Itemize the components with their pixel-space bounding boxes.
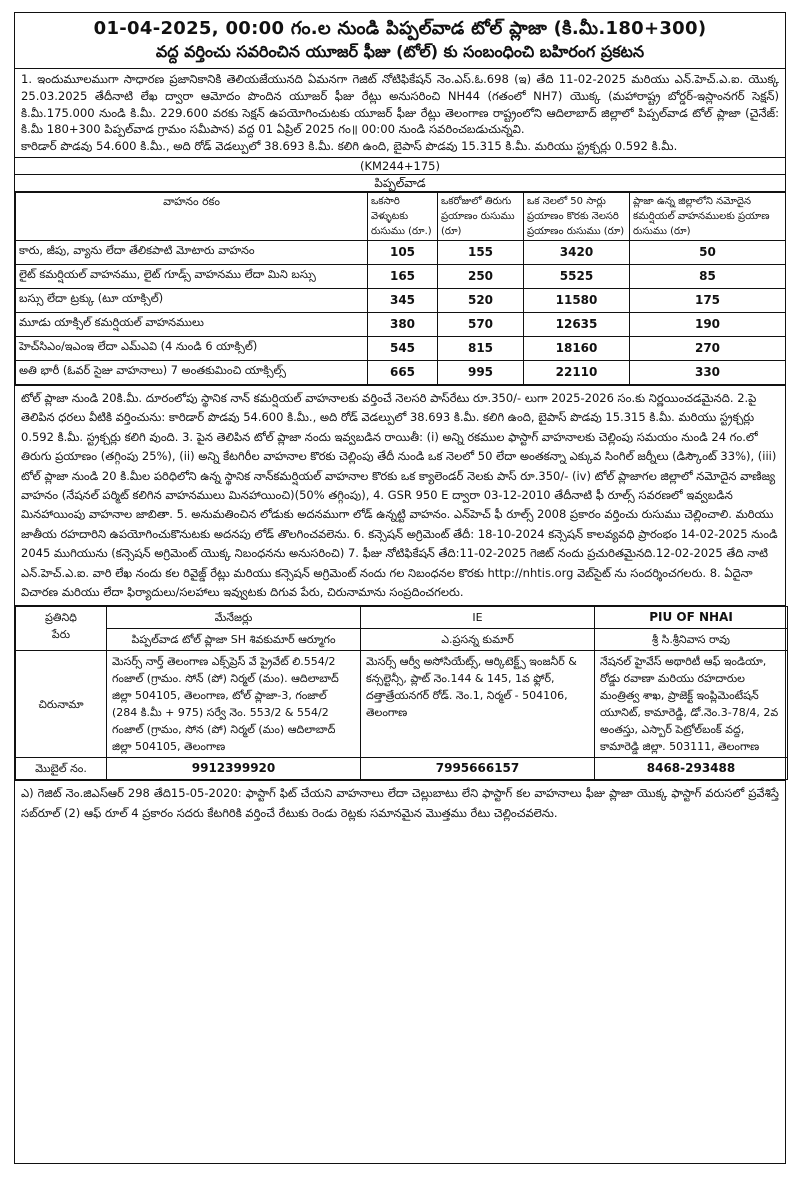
corridor-paragraph: కారిడార్ పొడవు 54.600 కి.మీ., అది రోడ్ వెడల్పులో 38.693 కి.మీ. కలిగి ఉంది, బైపాస్ పొడవు 15.315 కి.మీ. మరియు స్ట్రక్చర్లు 0.592 కి.మీ. (21, 139, 678, 154)
commercial-fee-cell: 50 (630, 240, 786, 264)
address-label: చిరునామా (16, 651, 107, 758)
monthly-fee-cell: 22110 (524, 360, 630, 384)
ie-address: మెసర్స్ ఆర్వీ అసోసియేట్స్, ఆర్కిటెక్ట్స్ ఇంజనీర్ & కన్సల్టెన్సీ, ప్లాట్ నెం.144 & 145, 1వ ఫ్లోర్, దత్తాత్రేయనగర్ రోడ్. నెం.1, నిర్మల్ - 504106, తెలంగాణ (361, 651, 595, 758)
contacts-mobile-row (16, 758, 788, 780)
notice-title-line2: వద్ద వర్తించు సవరించిన యూజర్ ఫీజు (టోల్) కు సంబంధించి బహిరంగ ప్రకటన (155, 42, 645, 61)
single-fee-cell: 165 (368, 264, 438, 288)
piu-address: నేషనల్ హైవేస్ అథారిటీ ఆఫ్ ఇండియా, రోడ్డు రవాణా మరియు రహదారుల మంత్రిత్వ శాఖ, ప్రాజెక్ట్ ఇంప్లిమెంటేషన్ యూనిట్, కామారెడ్డి, డో.నెం.3-78/4, 2వ అంతస్తు, ఎస్బార్ పెట్రోల్‌బంక్ వద్ద, కామారెడ్డి జిల్లా. 503111, తెలంగాణ (595, 651, 788, 758)
table-row (16, 288, 786, 312)
commercial-fee-cell: 85 (630, 264, 786, 288)
col-commercial-district: ప్లాజా ఉన్న జిల్లాలోని నమోదైన కమర్షియల్ వాహనములకు ప్రయాణ రుసుము (రూ) (630, 192, 786, 240)
monthly-fee-cell: 11580 (524, 288, 630, 312)
single-fee-cell: 345 (368, 288, 438, 312)
commercial-fee-cell: 175 (630, 288, 786, 312)
intro-section (15, 69, 785, 158)
commercial-fee-cell: 190 (630, 312, 786, 336)
manager-name: పిప్పల్‌వాడ టోల్ ప్లాజా SH శివకుమార్ ఆర్మూగం (107, 629, 361, 651)
ie-mobile: 7995666157 (361, 758, 595, 780)
col-single-journey: ఒకసారి వెళ్ళుటకు రుసుము (రూ.) (368, 192, 438, 240)
monthly-fee-cell: 5525 (524, 264, 630, 288)
ie-name: ఎ.ప్రసన్న కుమార్ (361, 629, 595, 651)
plaza-village-name: పిప్పల్‌వాడ (15, 175, 785, 192)
notice-title-line1: 01-04-2025, 00:00 గం.ల నుండి పిప్పల్‌వాడ టోల్ ప్లాజా (కి.మీ.180+300) (93, 18, 707, 39)
table-row (16, 312, 786, 336)
vehicle-type-cell: బస్సు లేదా ట్రక్కు (టూ యాక్సిల్) (16, 288, 368, 312)
table-row (16, 240, 786, 264)
contacts-name-row (16, 629, 788, 651)
manager-role: మేనేజర్లు (107, 607, 361, 629)
commercial-fee-cell: 270 (630, 336, 786, 360)
table-row (16, 360, 786, 384)
contacts-role-row (16, 607, 788, 629)
vehicle-type-cell: అతి భారీ (ఓవర్ సైజు వాహనాలు) 7 అంతకుమించి యాక్సిల్స్ (16, 360, 368, 384)
return-fee-cell: 570 (438, 312, 524, 336)
public-notice (14, 12, 786, 1164)
footer-note: ఎ) గెజిట్ నెం.జిఎస్ఆర్ 298 తేది15-05-2020: ఫాస్టాగ్ ఫిట్ చేయని వాహనాలు లేదా చెల్లుబాటు లేని ఫాస్టాగ్ కల వాహనాలు ఫీజు ప్లాజా యొక్క ఫాస్టాగ్ వరుసలో ప్రవేశిస్తే సబ్‌రూల్ (2) ఆఫ్ రూల్ 4 ప్రకారం సదరు కేటగిరికి వర్తించే రేటుకు రెండు రెట్లకు సమానమైన మొత్తము రేటు చెల్లించవలెను. (15, 780, 785, 825)
table-row (16, 336, 786, 360)
contacts-address-row (16, 651, 788, 758)
piu-role: PIU OF NHAI (595, 607, 788, 629)
representative-label: ప్రతినిధి (45, 611, 77, 625)
return-fee-cell: 155 (438, 240, 524, 264)
monthly-fee-cell: 18160 (524, 336, 630, 360)
vehicle-type-cell: లైట్ కమర్షియల్ వాహనము, లైట్ గూడ్స్ వాహనము లేదా మిని బస్సు (16, 264, 368, 288)
col-monthly-pass: ఒక నెలలో 50 సార్లు ప్రయాణం కొరకు నెలసరి ప్రయాణం రుసుము (రూ) (524, 192, 630, 240)
monthly-fee-cell: 12635 (524, 312, 630, 336)
name-label: పేరు (51, 628, 71, 642)
single-fee-cell: 665 (368, 360, 438, 384)
return-fee-cell: 250 (438, 264, 524, 288)
col-return-journey: ఒకరోజులో తిరుగు ప్రయాణం రుసుము (రూ) (438, 192, 524, 240)
toll-rate-table (15, 192, 786, 385)
single-fee-cell: 380 (368, 312, 438, 336)
contacts-table (15, 606, 788, 780)
rate-table-header-row (16, 192, 786, 240)
return-fee-cell: 995 (438, 360, 524, 384)
single-fee-cell: 105 (368, 240, 438, 264)
return-fee-cell: 520 (438, 288, 524, 312)
manager-address: మెసర్స్ నార్త్ తెలంగాణ ఎక్స్‌ప్రెస్ వే ప్రైవేట్ లి.554/2 గంజాల్ (గ్రామం. సోన్ (పో) నిర్మల్ (మం). ఆదిలాబాద్ జిల్లా 504105, తెలంగాణ, టోల్ ప్లాజా-3, గంజాల్ (284 కి.మీ + 975) సర్వే నెం. 553/2 & 554/2 గంజాల్ (గ్రామం, సోన (పో) నిర్మల్ (మం) ఆదిలాబాద్ జిల్లా 504105, తెలంగాణ (107, 651, 361, 758)
vehicle-type-cell: కారు, జీపు, వ్యాను లేదా తేలికపాటి మోటారు వాహనం (16, 240, 368, 264)
ie-role: IE (361, 607, 595, 629)
table-row (16, 264, 786, 288)
vehicle-type-cell: హెచ్‌సిఎం/ఇఎంఇ లేదా ఎమ్‌ఎవి (4 నుండి 6 యాక్సిల్) (16, 336, 368, 360)
vehicle-type-cell: మూడు యాక్సిల్ కమర్షియల్ వాహనములు (16, 312, 368, 336)
conditions-paragraph: టోల్ ప్లాజా నుండి 20కి.మీ. దూరంలోపు స్థానిక నాన్ కమర్షియల్ వాహనాలకు వర్తించే నెలసరి పాస్‌రేటు రూ.350/- లుగా 2025-2026 సం.కు నిర్ణయించడమైనది. 2.పై తెలిపిన ధరలు వీటికి వర్తించును: కారిడార్ పొడవు 54.600 కి.మీ., అది రోడ్ వెడల్పులో 38.693 కి.మీ. కలిగి ఉంది, బైపాస్ పొడవు 15.315 కి.మీ. మరియు స్ట్రక్చర్లు 0.592 కి.మీ. స్ట్రక్చర్లు కలిగి వుంది. 3. పైన తెలిపిన టోల్ ప్లాజా నందు ఇవ్వబడిన రాయితీ: (i) అన్ని రకముల ఫాస్టాగ్ వాహనాలకు చెల్లింపు సమయం నుండి 24 గం.లో తిరుగు ప్రయాణం (తగ్గింపు 25%), (ii) అన్ని కేటగిరీల వాహనాల కొరకు చెల్లింపు తేదీ నుండి ఒక నెలలో 50 లేదా అంతకన్నా ఎక్కువ సింగిల్ జర్నీలు (డిస్కౌంట్ 33%), (iii) టోల్ ప్లాజా నుండి 20 కి.మీల పరిధిలోని ఉన్న స్థానిక నాన్‌కమర్షియల్ వాహనాల కొరకు ఒక క్యాలెండర్ నెలకు పాస్ రూ.350/- (iv) టోల్ ప్లాజాగల జిల్లాలో నమోదైన వాణిజ్య వాహనం (నేషనల్ పర్మిట్ కలిగిన వాహనములు మినహాయించి)(50% తగ్గింపు), 4. GSR 950 E ద్వారా 03-12-2010 తేదీనాటి ఫీ రూల్స్ సవరణలో ఇవ్వబడిన మినహాయింపు వాహనాల జాబితా. 5. అనుమతించిన లోడుకు అదనముగా లోడ్ ఉన్నట్టి వాహనం. ఎన్‌హెచ్ ఫీ రూల్స్ 2008 ప్రకారం వర్తించు రుసుము చెల్లించాలి. మరియు జాతీయ రహదారిని ఉపయోగించుకొనుటకు అదనపు లోడ్ తొలగించవలెను. 6. కన్సెషన్ అగ్రిమెంట్ తేదీ: 18-10-2024 కన్సెషన్ కాలవ్యవధి ప్రారంభం 14-02-2025 నుండి 2045 ముగియును (కన్సెషన్ అగ్రిమెంట్ యొక్క నిబంధనను అనుసరించి) 7. ఫీజు నోటిఫికేషన్ తేది:11-02-2025 గెజిట్ నందు ప్రచురితమైనది.12-02-2025 తేది నాటి ఎన్.హెచ్.ఎ.ఐ. వారి లేఖ నందు కల రివైజ్డ్ రేట్లు మరియు కన్సెషన్ అగ్రిమెంట్ నందు గల నిబంధనల కొరకు http://nhtis.org వెబ్‌సైట్ ను సందర్శించగలరు. 8. ఏదైనా విచారణ మరియు లేదా ఫిర్యాదులు/సలహాలు ఇవ్వుటకు దిగువ పేరు, చిరునామాను సంప్రదించగలరు. (15, 385, 785, 606)
km-marker: (KM244+175) (15, 158, 785, 175)
piu-mobile: 8468-293488 (595, 758, 788, 780)
return-fee-cell: 815 (438, 336, 524, 360)
manager-mobile: 9912399920 (107, 758, 361, 780)
mobile-label: మొబైల్ నం. (16, 758, 107, 780)
single-fee-cell: 545 (368, 336, 438, 360)
intro-paragraph: 1. ఇందుమూలముగా సాధారణ ప్రజానికానికి తెలియజేయునది ఏమనగా గెజిట్ నోటిఫికేషన్ నెం.ఎస్.ఓ.698 (ఇ) తేది 11-02-2025 మరియు ఎన్.హెచ్.ఎ.ఐ. యొక్క 25.03.2025 తేదీనాటి లేఖ ద్వారా ఆమోదం పొందిన యూజర్ ఫీజు రేట్లు అనుసరించి NH44 (గతంలో NH7) యొక్క (మహారాష్ట్ర బోర్డర్-ఇస్లాంనగర్ సెక్షన్) కి.మీ.175.000 నుండి కి.మీ. 229.600 వరకు సెక్షన్ ఉపయోగించుటకు యూజర్ ఫీజు రేట్లు తెలంగాణ రాష్ట్రంలోని ఆదిలాబాద్ జిల్లాలో పిప్పల్‌వాడ టోల్ ప్లాజా (చైనేజ్: కి.మీ 180+300 పిప్పల్‌వాడ గ్రామం సమీపాన) వద్ద 01 ఏప్రిల్ 2025 గం॥ 00:00 నుండి సవరించబడుచున్నవి. (21, 72, 779, 137)
col-vehicle-type: వాహనం రకం (16, 192, 368, 240)
representative-name-label (16, 607, 107, 651)
piu-name: శ్రీ సి.శ్రీనివాస రావు (595, 629, 788, 651)
commercial-fee-cell: 330 (630, 360, 786, 384)
monthly-fee-cell: 3420 (524, 240, 630, 264)
notice-header (15, 13, 785, 69)
